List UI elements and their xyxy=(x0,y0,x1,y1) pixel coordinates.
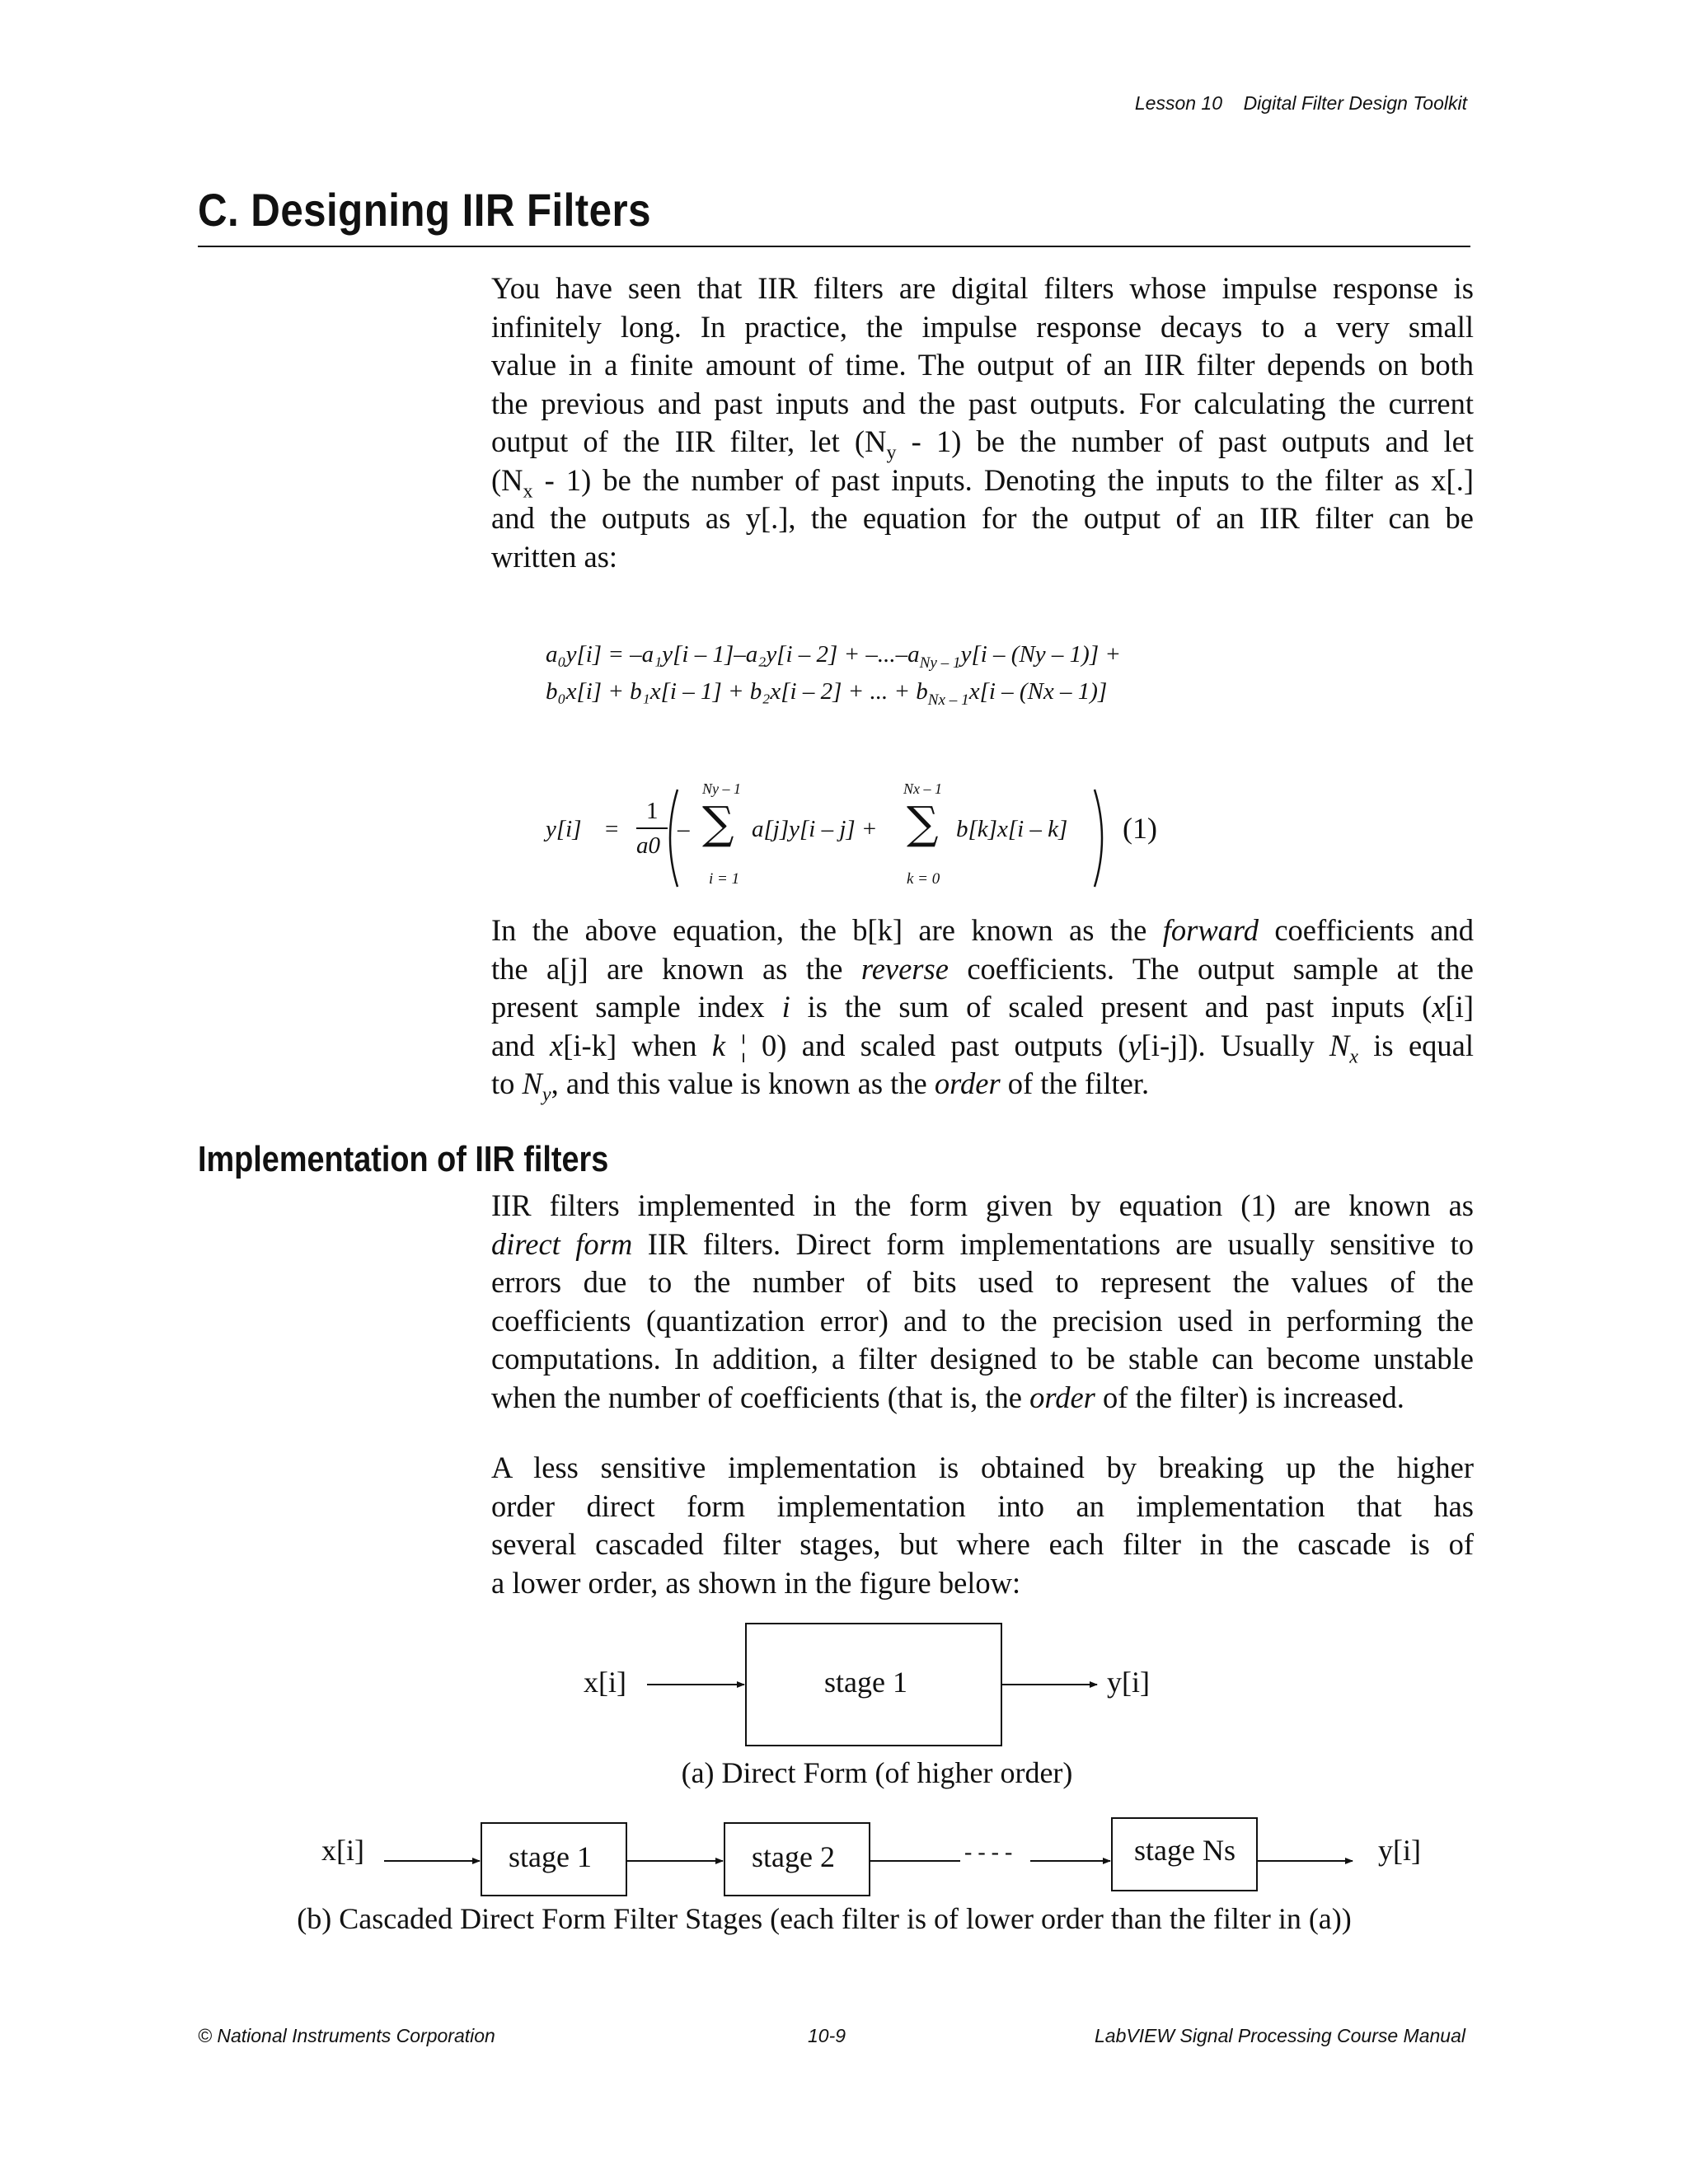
text-line: value in a finite amount of time. The output of an IIR filter depends on both xyxy=(491,348,1474,382)
text-line: the a[j] are known as the reverse coefficients. The output sample at the xyxy=(491,951,1474,986)
left-parenthesis xyxy=(670,790,678,887)
eq-term-1: a[j]y[i – j] + xyxy=(752,816,878,842)
cascade-paragraph xyxy=(491,1449,1474,1602)
diagram-b-input-label: x[i] xyxy=(321,1834,364,1867)
diagram-a-output-label: y[i] xyxy=(1107,1666,1150,1699)
eq-fraction-numerator: 1 xyxy=(646,798,659,824)
text-line: output of the IIR filter, let $(N_y - 1)$ be the number of past outputs and let xyxy=(491,424,1474,464)
text-line: $(N_x - 1)$ be the number of past inputs. Denoting the inputs to the filter as x[.] xyxy=(491,462,1474,502)
diagram-b-dots: - - - - xyxy=(964,1840,1013,1865)
diagram-a-caption: (a) Direct Form (of higher order) xyxy=(681,1756,1073,1789)
subsection-title: Implementation of IIR filters xyxy=(198,1139,609,1179)
sum1-lower-limit: i = 1 xyxy=(709,870,740,888)
direct-form-paragraph xyxy=(491,1187,1474,1417)
right-parenthesis xyxy=(1095,790,1102,887)
text-line: direct form IIR filters. Direct form implementations are usually sensitive to xyxy=(491,1226,1474,1261)
sum2-upper-limit: Nx – 1 xyxy=(903,780,942,797)
section-divider xyxy=(198,246,1470,247)
intro-paragraph xyxy=(491,269,1474,576)
text-line: A less sensitive implementation is obtained by breaking up the higher xyxy=(491,1451,1474,1484)
text-line: order direct form implementation into an implementation that has xyxy=(491,1488,1474,1523)
footer-copyright: © National Instruments Corporation xyxy=(198,2025,495,2046)
text-line: written as: xyxy=(491,539,618,574)
text-line: when the number of coefficients (that is, the order of the filter) is increased. xyxy=(491,1380,1404,1414)
coefficients-paragraph xyxy=(491,912,1474,1104)
text-line: a lower order, as shown in the figure below: xyxy=(491,1565,1021,1600)
eq-term-2: b[k]x[i – k] xyxy=(956,816,1068,842)
diagram-b-stage-n-label: stage Ns xyxy=(1134,1834,1236,1867)
sum1-upper-limit: Ny – 1 xyxy=(702,780,741,797)
text-line: errors due to the number of bits used to represent the values of the xyxy=(491,1265,1474,1299)
diagram-b-stage-1-label: stage 1 xyxy=(509,1840,592,1873)
equation-number: (1) xyxy=(1123,812,1157,845)
eq-fraction-denominator: a0 xyxy=(636,832,660,859)
text-line: and x[i-k] when k ¦ 0) and scaled past outputs (y[i-j]). Usually $N_x$ is equal xyxy=(491,1028,1475,1067)
diagram-b-caption: (b) Cascaded Direct Form Filter Stages (each filter is of lower order than the filter in (a)) xyxy=(297,1902,1352,1935)
footer-manual-title: LabVIEW Signal Processing Course Manual xyxy=(1094,2025,1465,2046)
text-line: computations. In addition, a filter designed to be stable can become unstable xyxy=(491,1342,1474,1376)
eq-lhs: y[i] xyxy=(546,816,582,842)
sum2-lower-limit: k = 0 xyxy=(907,870,940,888)
text-line: You have seen that IIR filters are digital filters whose impulse response is xyxy=(491,271,1474,305)
eq-minus: – xyxy=(678,816,690,842)
diagram-a-stage-label: stage 1 xyxy=(824,1666,907,1699)
eq-equals: = xyxy=(605,816,619,842)
text-line: IIR filters implemented in the form given by equation (1) are known as xyxy=(491,1188,1474,1222)
section-title: C. Designing IIR Filters xyxy=(198,184,651,236)
diagram-b-stage-2-label: stage 2 xyxy=(752,1840,835,1873)
text-line: present sample index i is the sum of scaled present and past inputs (x[i] xyxy=(491,990,1474,1024)
sum1-sigma: ∑ xyxy=(702,797,734,849)
text-line: In the above equation, the b[k] are known as the forward coefficients and xyxy=(491,913,1474,947)
difference-equation-row-2: b₀x[i] + b₁x[i – 1] + b₂x[i – 2] + ... + $b_{Nx - 1}x[i - (Nx - 1)]$ xyxy=(546,678,1108,709)
running-header: Lesson 10 Digital Filter Design Toolkit xyxy=(1134,92,1467,114)
text-line: infinitely long. In practice, the impulse response decays to a very small xyxy=(491,309,1474,344)
sum2-sigma: ∑ xyxy=(907,797,939,849)
text-line: to $N_y$, and this value is known as the order of the filter. xyxy=(491,1066,1150,1106)
text-line: coefficients (quantization error) and to the precision used in performing the xyxy=(491,1303,1474,1338)
footer-page-number: 10-9 xyxy=(808,2025,846,2046)
diagram-b-output-label: y[i] xyxy=(1378,1834,1421,1867)
text-line: the previous and past inputs and the past outputs. For calculating the current xyxy=(491,386,1474,420)
text-line: and the outputs as y[.], the equation for the output of an IIR filter can be xyxy=(491,501,1474,535)
diagram-a-input-label: x[i] xyxy=(584,1666,626,1699)
text-line: several cascaded filter stages, but where each filter in the cascade is of xyxy=(491,1527,1474,1561)
difference-equation-row-1: $a_0y[i] = -a_1y[i - 1]-a_2y[i - 2] + -...-a_{Ny - 1}y[i - (Ny - 1)]$ + xyxy=(546,641,1121,672)
